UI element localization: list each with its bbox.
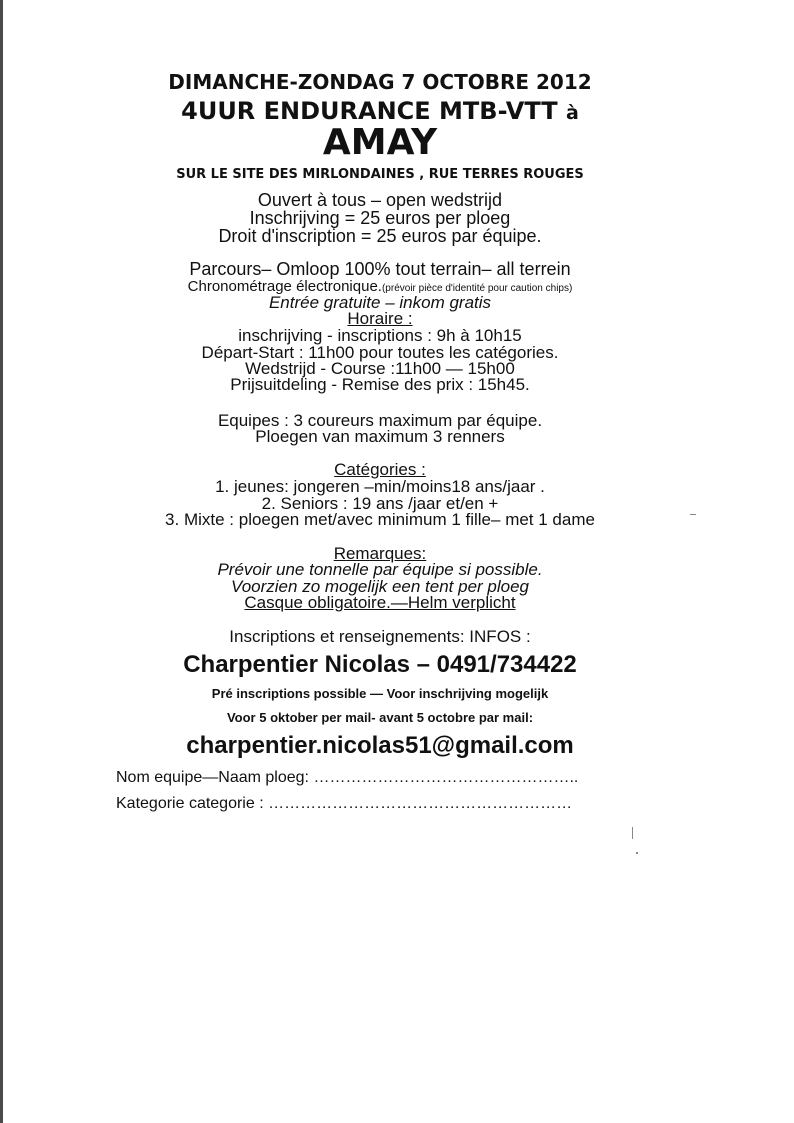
team-name-field	[116, 770, 578, 786]
timing-note: (prévoir pièce d'identité pour caution chips)	[381, 283, 573, 294]
scan-speck	[632, 827, 633, 839]
registration-deadline: Voor 5 oktober per mail- avant 5 octobre par mail:	[226, 710, 534, 725]
team-name-label: Nom equipe—Naam ploeg:	[116, 769, 309, 786]
timing: Chronométrage électronique.	[187, 278, 382, 295]
contact-name-phone: Charpentier Nicolas – 0491/734422	[183, 651, 577, 678]
team-name-dots: …………………………………………..	[313, 769, 579, 786]
event-title: 4UUR ENDURANCE MTB-VTT	[181, 97, 558, 125]
event-location: AMAY	[322, 122, 438, 163]
category-field	[116, 796, 572, 812]
schedule-title: Horaire :	[347, 309, 413, 328]
category-item: 2. Seniors : 19 ans /jaar et/en +	[261, 494, 499, 513]
remark-item: Voorzien zo mogelijk een tent per ploeg	[231, 577, 529, 596]
info-label: Inscriptions et renseignements: INFOS :	[229, 627, 531, 646]
category-label: Kategorie categorie :	[116, 795, 264, 812]
schedule-item: Wedstrijd - Course :11h00 — 15h00	[245, 359, 515, 378]
schedule-item: Départ-Start : 11h00 pour toutes les catégories.	[201, 343, 559, 362]
fee-nl: Inschrijving = 25 euros per ploeg	[249, 208, 511, 228]
remarks-title: Remarques:	[333, 544, 427, 563]
helmet-notice: Casque obligatoire.—Helm verplicht	[244, 593, 516, 612]
event-title-line	[0, 99, 760, 123]
timing-line	[0, 279, 760, 294]
teams-nl: Ploegen van maximum 3 renners	[255, 427, 505, 446]
category-item: 3. Mixte : ploegen met/avec minimum 1 fille– met 1 dame	[165, 510, 595, 529]
categories-title: Catégories :	[334, 460, 426, 479]
event-title-suffix: à	[566, 102, 579, 124]
contact-email: charpentier.nicolas51@gmail.com	[186, 732, 574, 759]
fee-fr: Droit d'inscription = 25 euros par équipe.	[218, 226, 542, 246]
free-entry: Entrée gratuite – inkom gratis	[268, 293, 492, 312]
schedule-item: inschrijving - inscriptions : 9h à 10h15	[238, 326, 522, 345]
event-date: DIMANCHE-ZONDAG 7 OCTOBRE 2012	[168, 70, 592, 94]
category-dots: …………………………………………………	[268, 795, 573, 812]
event-site: SUR LE SITE DES MIRLONDAINES , RUE TERRES ROUGES	[176, 167, 584, 182]
open-to-all: Ouvert à tous – open wedstrijd	[257, 190, 503, 210]
teams-fr: Equipes : 3 coureurs maximum par équipe.	[217, 411, 543, 430]
schedule-item: Prijsuitdeling - Remise des prix : 15h45.	[230, 375, 530, 394]
remark-item: Prévoir une tonnelle par équipe si possible.	[217, 560, 543, 579]
course-info: Parcours– Omloop 100% tout terrain– all terrein	[189, 259, 571, 279]
scan-speck	[690, 514, 696, 515]
category-item: 1. jeunes: jongeren –min/moins18 ans/jaar .	[215, 477, 545, 496]
pre-registration: Pré inscriptions possible — Voor inschrijving mogelijk	[211, 686, 549, 701]
scan-speck	[636, 852, 638, 854]
